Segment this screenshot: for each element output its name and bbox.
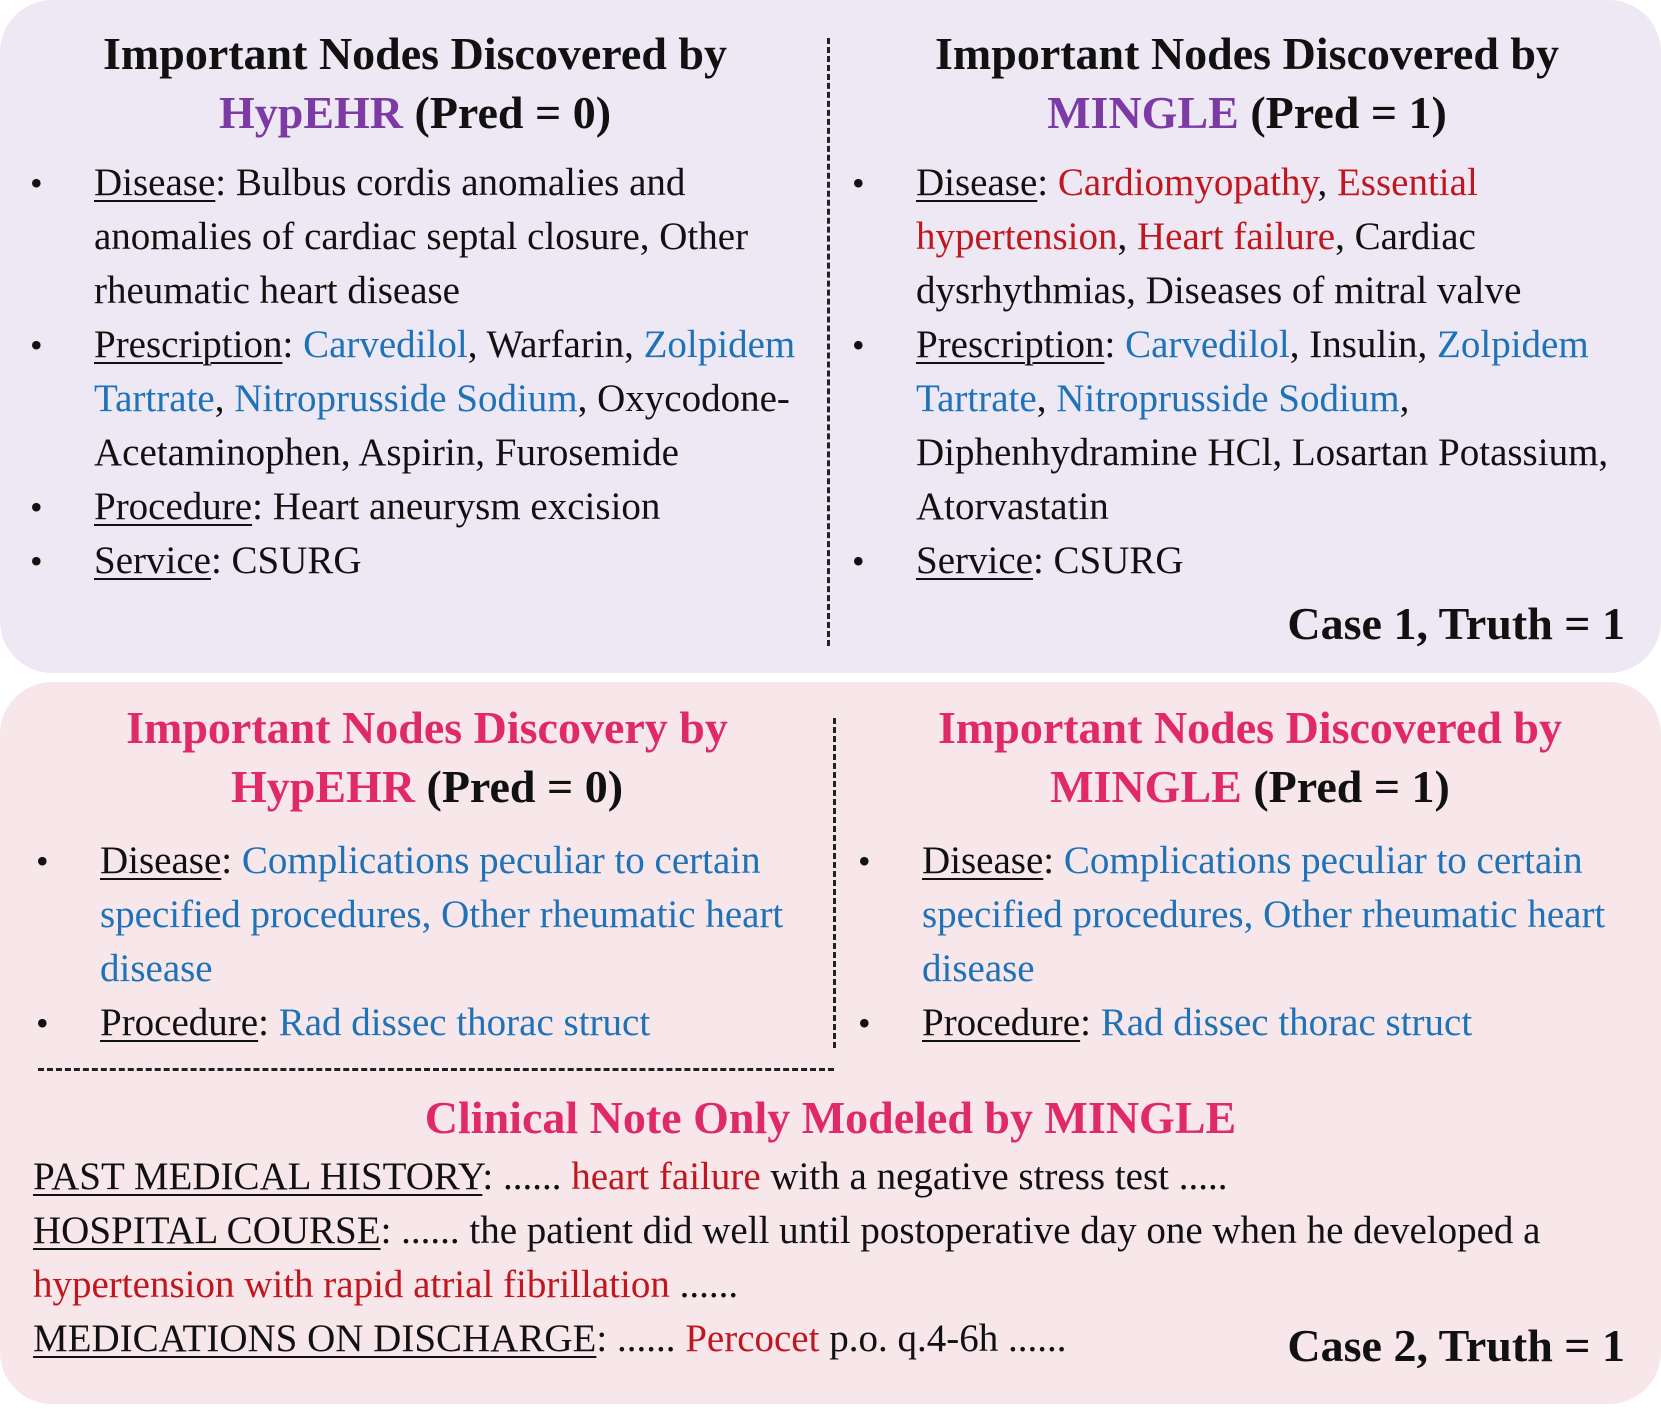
note-line bbox=[33, 1150, 1593, 1204]
node-item-procedure: • Procedure: Rad dissec thorac struct bbox=[858, 996, 1642, 1050]
case1-mingle-title bbox=[852, 24, 1642, 142]
node-category: Procedure bbox=[100, 1001, 259, 1044]
node-item-disease: • Disease: Cardiomyopathy, Essential hypertension, Heart failure, Cardiac dysrhythmias, Diseases of mitral valve bbox=[852, 156, 1642, 318]
text-segment: CSURG bbox=[231, 539, 362, 582]
pred-value: (Pred = 0) bbox=[426, 761, 624, 812]
note-line bbox=[33, 1204, 1593, 1312]
node-category: Service bbox=[94, 539, 211, 582]
text-segment: heart failure bbox=[571, 1155, 761, 1198]
node-category: Disease bbox=[916, 161, 1038, 204]
clinical-note-body bbox=[33, 1150, 1593, 1366]
node-category: Prescription bbox=[94, 323, 283, 366]
text-segment: Nitroprusside Sodium bbox=[1056, 377, 1400, 420]
clinical-note-title: Clinical Note Only Modeled by MINGLE bbox=[424, 1092, 1237, 1143]
model-name: HypEHR bbox=[230, 761, 415, 812]
text-segment: , bbox=[214, 377, 235, 420]
column-divider bbox=[827, 38, 830, 646]
text-segment: Rad dissec thorac struct bbox=[1100, 1001, 1473, 1044]
case1-hypehr-node-list bbox=[30, 156, 800, 588]
case2-mingle-node-list bbox=[858, 834, 1642, 1050]
text-segment: Heart aneurysm excision bbox=[272, 485, 661, 528]
text-segment: Percocet bbox=[685, 1317, 820, 1360]
text-segment: Zolpidem Tartrate bbox=[916, 323, 1589, 420]
model-name: MINGLE bbox=[1047, 87, 1239, 138]
model-name: HypEHR bbox=[218, 87, 403, 138]
node-category: Procedure bbox=[94, 485, 253, 528]
text-segment: Complications peculiar to certain specified procedures, Other rheumatic heart disease bbox=[922, 839, 1606, 990]
node-category: Service bbox=[916, 539, 1033, 582]
text-segment: Heart failure bbox=[1136, 215, 1336, 258]
text-segment: : ...... bbox=[596, 1317, 686, 1360]
pred-value: (Pred = 1) bbox=[1250, 87, 1447, 138]
case1-truth-label: Case 1, Truth = 1 bbox=[1287, 598, 1625, 649]
text-segment: Carvedilol bbox=[1125, 323, 1290, 366]
note-section-heading: PAST MEDICAL HISTORY bbox=[33, 1155, 483, 1198]
case1-hypehr-title bbox=[30, 24, 800, 142]
note-section-heading: HOSPITAL COURSE bbox=[33, 1209, 381, 1252]
node-item-disease: • Disease: Complications peculiar to certain specified procedures, Other rheumatic heart disease bbox=[858, 834, 1642, 996]
case1-panel bbox=[0, 0, 1661, 673]
node-item-disease: • Disease: Bulbus cordis anomalies and anomalies of cardiac septal closure, Other rheumatic heart disease bbox=[30, 156, 800, 318]
case1-hypehr-column bbox=[30, 24, 800, 588]
text-segment: hypertension with rapid atrial fibrillation bbox=[33, 1263, 670, 1306]
text-segment: , bbox=[1317, 161, 1337, 204]
node-item-procedure: • Procedure: Heart aneurysm excision bbox=[30, 480, 800, 534]
text-segment: , Oxycodone-Acetaminophen, Aspirin, Furosemide bbox=[94, 377, 790, 474]
node-category: Disease bbox=[100, 839, 222, 882]
column-divider bbox=[833, 718, 836, 1048]
note-section-heading: MEDICATIONS ON DISCHARGE bbox=[33, 1317, 597, 1360]
text-segment: Carvedilol bbox=[303, 323, 468, 366]
text-segment: ...... bbox=[669, 1263, 739, 1306]
node-category: Disease bbox=[94, 161, 216, 204]
pred-value: (Pred = 1) bbox=[1253, 761, 1450, 812]
text-segment: with a negative stress test ..... bbox=[760, 1155, 1228, 1198]
node-item-prescription: • Prescription: Carvedilol, Warfarin, Zolpidem Tartrate, Nitroprusside Sodium, Oxycodone-Acetaminophen, Aspirin, Furosemide bbox=[30, 318, 800, 480]
text-segment: , Cardiac dysrhythmias, Diseases of mitral valve bbox=[916, 215, 1522, 312]
text-segment: Rad dissec thorac struct bbox=[278, 1001, 651, 1044]
case1-mingle-column bbox=[852, 24, 1642, 588]
note-line bbox=[33, 1312, 1593, 1366]
text-segment: Nitroprusside Sodium bbox=[234, 377, 578, 420]
node-category: Disease bbox=[922, 839, 1044, 882]
case2-truth-label: Case 2, Truth = 1 bbox=[1287, 1320, 1625, 1371]
text-segment: Complications peculiar to certain specified procedures, Other rheumatic heart disease bbox=[100, 839, 784, 990]
case2-hypehr-column bbox=[36, 698, 818, 1050]
node-item-procedure: • Procedure: Rad dissec thorac struct bbox=[36, 996, 818, 1050]
text-segment: p.o. q.4-6h ...... bbox=[819, 1317, 1067, 1360]
text-segment: CSURG bbox=[1053, 539, 1184, 582]
text-segment: Zolpidem Tartrate bbox=[94, 323, 796, 420]
text-segment: : ...... bbox=[482, 1155, 572, 1198]
title-prefix: Important Nodes Discovered by bbox=[938, 702, 1562, 753]
text-segment: , bbox=[1117, 215, 1137, 258]
title-prefix: Important Nodes Discovered by bbox=[103, 28, 727, 79]
node-item-prescription: • Prescription: Carvedilol, Insulin, Zolpidem Tartrate, Nitroprusside Sodium, Diphenhydramine HCl, Losartan Potassium, Atorvastatin bbox=[852, 318, 1642, 534]
case2-mingle-title bbox=[858, 698, 1642, 816]
section-divider bbox=[38, 1068, 834, 1071]
case2-mingle-column bbox=[858, 698, 1642, 1050]
text-segment: Essential hypertension bbox=[916, 161, 1478, 258]
title-prefix: Important Nodes Discovered by bbox=[935, 28, 1559, 79]
text-segment: Bulbus cordis anomalies and anomalies of cardiac septal closure, Other rheumatic heart disease bbox=[94, 161, 749, 312]
title-prefix: Important Nodes Discovery by bbox=[126, 702, 728, 753]
text-segment: Cardiomyopathy bbox=[1057, 161, 1318, 204]
model-name: MINGLE bbox=[1050, 761, 1242, 812]
pred-value: (Pred = 0) bbox=[414, 87, 612, 138]
node-item-service: • Service: CSURG bbox=[852, 534, 1642, 588]
text-segment: , Warfarin, bbox=[467, 323, 644, 366]
text-segment: : ...... the patient did well until postoperative day one when he developed a bbox=[380, 1209, 1541, 1252]
node-category: Procedure bbox=[922, 1001, 1081, 1044]
text-segment: , bbox=[1036, 377, 1057, 420]
case2-hypehr-node-list bbox=[36, 834, 818, 1050]
node-category: Prescription bbox=[916, 323, 1105, 366]
case2-hypehr-title bbox=[36, 698, 818, 816]
text-segment: , Diphenhydramine HCl, Losartan Potassium, Atorvastatin bbox=[916, 377, 1609, 528]
text-segment: , Insulin, bbox=[1289, 323, 1438, 366]
node-item-service: • Service: CSURG bbox=[30, 534, 800, 588]
case1-mingle-node-list bbox=[852, 156, 1642, 588]
node-item-disease: • Disease: Complications peculiar to certain specified procedures, Other rheumatic heart disease bbox=[36, 834, 818, 996]
